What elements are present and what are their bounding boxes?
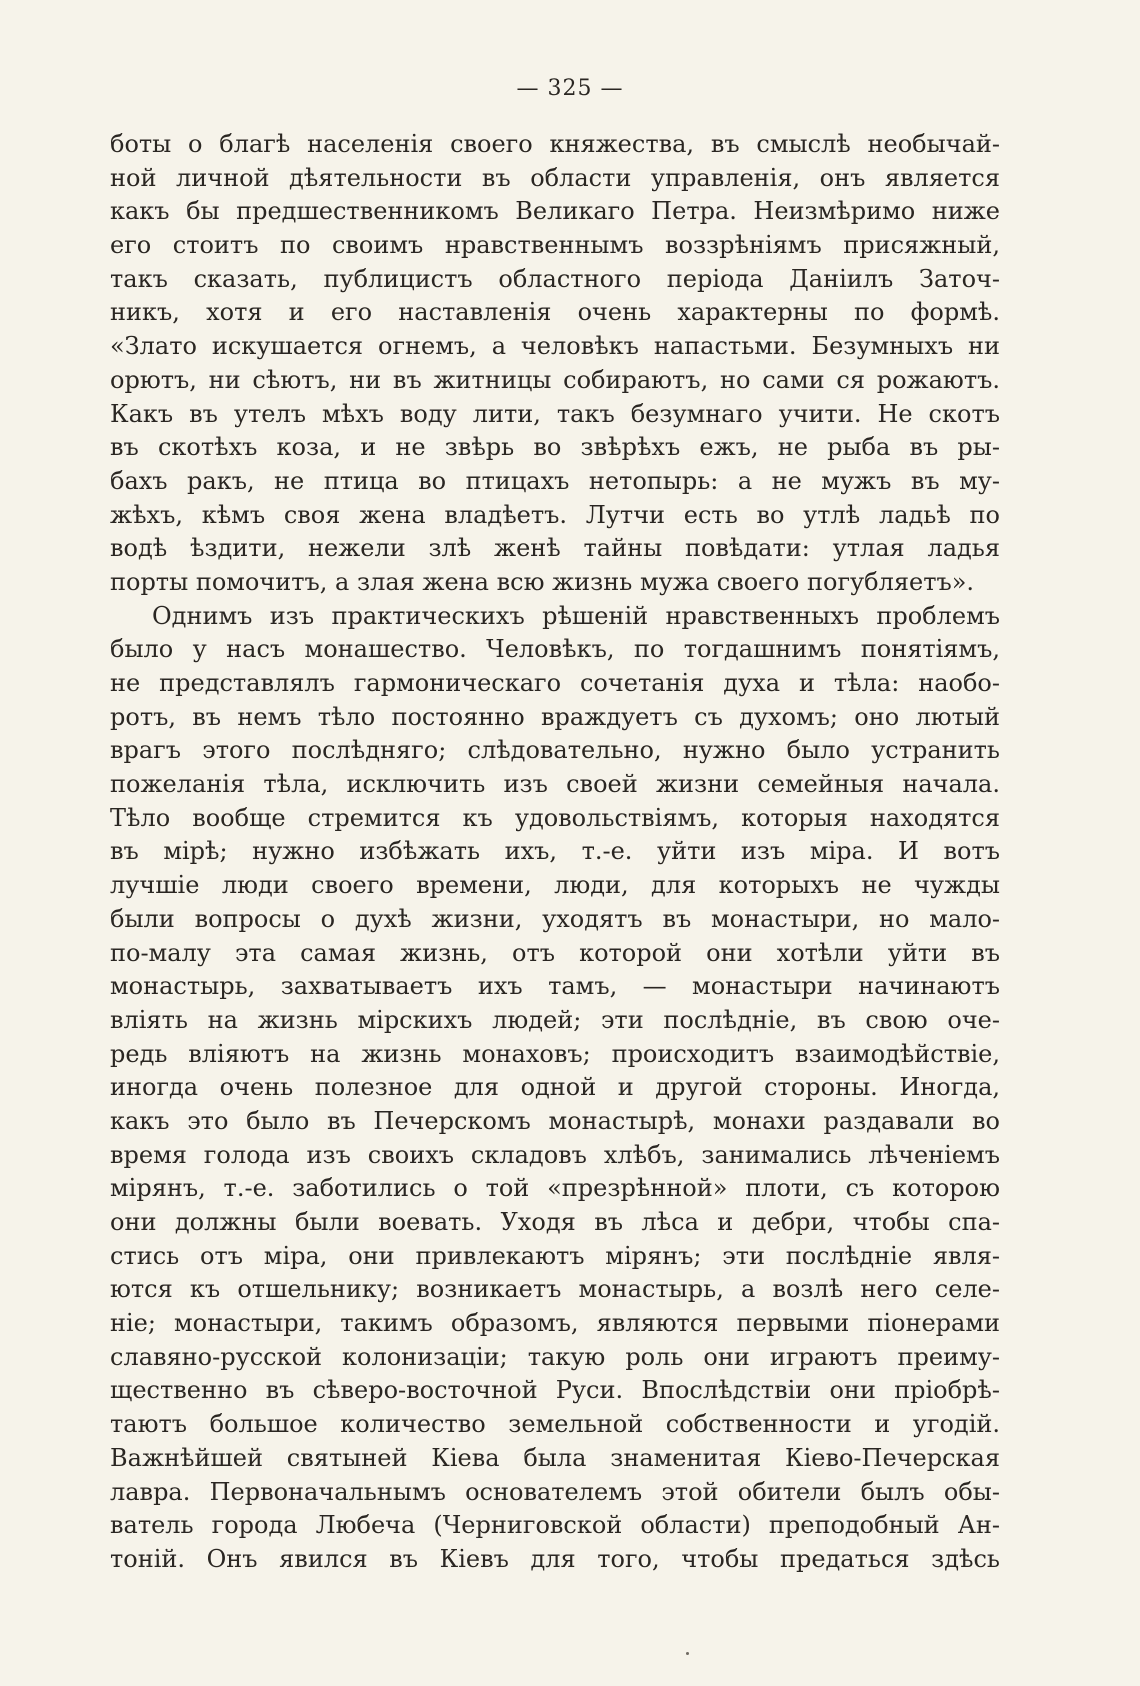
scan-speck: [686, 1652, 689, 1655]
paragraph-1: [110, 128, 1000, 600]
text-line: боты о благѣ населенія своего княжества, въ смыслѣ необычай-: [110, 130, 1000, 158]
text-line: ротъ, въ немъ тѣло постоянно враждуетъ съ духомъ; оно лютый: [110, 702, 1000, 731]
text-line: жѣхъ, кѣмъ своя жена владѣетъ. Лутчи есть во утлѣ ладьѣ по: [110, 500, 1000, 529]
text-line: ватель города Любеча (Черниговской области) преподобный Ан-: [110, 1511, 1000, 1540]
text-line: никъ, хотя и его наставленія очень характерны по формѣ.: [110, 298, 1000, 327]
body-text: [110, 128, 1000, 1577]
text-line: лавра. Первоначальнымъ основателемъ этой обители былъ обы-: [110, 1477, 1000, 1506]
text-line: въ скотѣхъ коза, и не звѣрь во звѣрѣхъ ежъ, не рыба въ ры-: [110, 433, 1000, 462]
text-line: монастырь, захватываетъ ихъ тамъ, — монастыри начинаютъ: [110, 972, 1000, 1001]
text-line: тоній. Онъ явился въ Кіевъ для того, чтобы предаться здѣсь: [110, 1544, 1000, 1573]
text-line: стись отъ міра, они привлекаютъ мірянъ; эти послѣдніе явля-: [110, 1241, 1000, 1270]
text-line: Тѣло вообще стремится къ удовольствіямъ, которыя находятся: [110, 803, 1000, 832]
text-line: ются къ отшельнику; возникаетъ монастырь, а возлѣ него селе-: [110, 1275, 1000, 1304]
text-line: время голода изъ своихъ складовъ хлѣбъ, занимались лѣченіемъ: [110, 1140, 1000, 1169]
text-line: пожеланія тѣла, исключить изъ своей жизни семейныя начала.: [110, 770, 1000, 799]
text-line: Какъ въ утелъ мѣхъ воду лити, такъ безумнаго учити. Не скотъ: [110, 399, 1000, 428]
text-line: ніе; монастыри, такимъ образомъ, являются первыми піонерами: [110, 1309, 1000, 1338]
text-line: въ мірѣ; нужно избѣжать ихъ, т.-е. уйти изъ міра. И вотъ: [110, 837, 1000, 866]
text-line: врагъ этого послѣдняго; слѣдовательно, нужно было устранить: [110, 736, 1000, 765]
text-line: мірянъ, т.-е. заботились о той «презрѣнной» плоти, съ которою: [110, 1174, 1000, 1203]
text-line: таютъ большое количество земельной собственности и угодій.: [110, 1410, 1000, 1439]
text-line: орютъ, ни сѣютъ, ни въ житницы собираютъ, но сами ся рожаютъ.: [110, 365, 1000, 394]
text-line: было у насъ монашество. Человѣкъ, по тогдашнимъ понятіямъ,: [110, 635, 1000, 664]
text-line: его стоитъ по своимъ нравственнымъ воззрѣніямъ присяжный,: [110, 231, 1000, 260]
text-line: Важнѣйшей святыней Кіева была знаменитая Кіево-Печерская: [110, 1443, 1000, 1472]
text-line: какъ это было въ Печерскомъ монастырѣ, монахи раздавали во: [110, 1106, 1000, 1135]
text-line: ной личной дѣятельности въ области управленія, онъ является: [110, 163, 1000, 192]
text-line: «Злато искушается огнемъ, а человѣкъ напастьми. Безумныхъ ни: [110, 332, 1000, 361]
text-line: славяно-русской колонизаціи; такую роль они играютъ преиму-: [110, 1342, 1000, 1371]
text-line: бахъ ракъ, не птица во птицахъ нетопырь: а не мужъ въ му-: [110, 466, 1000, 495]
paragraph-2: [110, 600, 1000, 1577]
text-line: водѣ ѣздити, нежели злѣ женѣ тайны повѣдати: утлая ладья: [110, 534, 1000, 563]
text-line: были вопросы о духѣ жизни, уходятъ въ монастыри, но мало-: [110, 904, 1000, 933]
text-line: Однимъ изъ практическихъ рѣшеній нравственныхъ проблемъ: [152, 601, 1000, 630]
page-number: — 325 —: [516, 76, 624, 101]
text-line: не представлялъ гармоническаго сочетанія духа и тѣла: наобо-: [110, 669, 1000, 697]
text-line: такъ сказать, публицистъ областного періода Даніилъ Заточ-: [110, 264, 1000, 293]
text-line: щественно въ сѣверо-восточной Руси. Впослѣдствіи они пріобрѣ-: [110, 1376, 1000, 1405]
text-line: порты помочитъ, а злая жена всю жизнь мужа своего погубляетъ».: [110, 567, 975, 596]
text-line: по-малу эта самая жизнь, отъ которой они хотѣли уйти въ: [110, 938, 1000, 967]
text-line: лучшіе люди своего времени, люди, для которыхъ не чужды: [110, 871, 1000, 900]
text-line: они должны были воевать. Уходя въ лѣса и дебри, чтобы спа-: [110, 1208, 1000, 1236]
text-line: иногда очень полезное для одной и другой стороны. Иногда,: [110, 1073, 1000, 1102]
text-line: какъ бы предшественникомъ Великаго Петра. Неизмѣримо ниже: [110, 197, 1000, 226]
text-line: редь вліяютъ на жизнь монаховъ; происходитъ взаимодѣйствіе,: [110, 1039, 1000, 1068]
text-line: вліять на жизнь мірскихъ людей; эти послѣдніе, въ свою оче-: [110, 1005, 1000, 1034]
